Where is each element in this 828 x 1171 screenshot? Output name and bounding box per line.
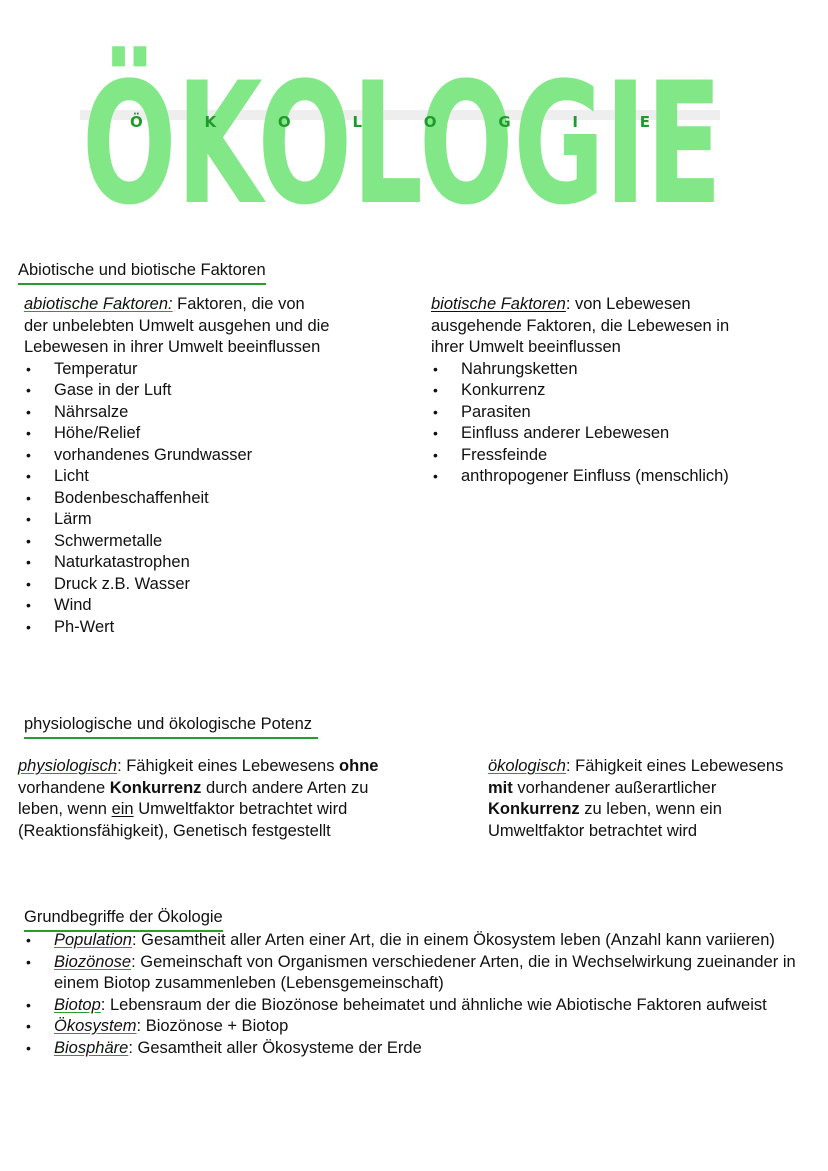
- list-item: • Nahrungsketten: [431, 359, 821, 381]
- bold-run: mit: [488, 778, 513, 797]
- list-item: • Gase in der Luft: [24, 380, 414, 402]
- ecological-line: [488, 799, 823, 821]
- list-item: • Druck z.B. Wasser: [24, 574, 414, 596]
- title-letter: O: [423, 113, 437, 131]
- underlined-run: ein: [111, 800, 134, 818]
- title-letter: I: [572, 113, 578, 131]
- abiotic-list: [24, 359, 414, 639]
- text-run: leben, wenn: [18, 800, 112, 818]
- biotic-line: ausgehende Faktoren, die Lebewesen in: [431, 316, 730, 335]
- text-run: : Fähigkeit eines Lebewesens: [565, 757, 784, 775]
- text-run: zu leben, wenn ein: [579, 800, 722, 818]
- physiological-line: [18, 756, 458, 778]
- list-item: • Einfluss anderer Lebewesen: [431, 423, 821, 445]
- abiotic-term: abiotische Faktoren:: [24, 295, 173, 313]
- abiotic-line: der unbelebten Umwelt ausgehen und die: [24, 316, 330, 335]
- biotic-definition: [431, 294, 821, 316]
- ecological-line: Umweltfaktor betrachtet wird: [488, 821, 698, 840]
- bold-run: Konkurrenz: [109, 778, 202, 797]
- heading-grundbegriffe: Grundbegriffe der Ökologie: [24, 907, 223, 932]
- list-item: • Ph-Wert: [24, 617, 414, 639]
- abiotic-line: Lebewesen in ihrer Umwelt beeinflussen: [24, 338, 321, 356]
- title-letter: Ö: [130, 113, 143, 131]
- list-item: • Licht: [24, 466, 414, 488]
- definition-text: : Gemeinschaft von Organismen verschiedener Arten, die in Wechselwirkung zueinander in einem Biotop zusammenleben (Lebensgemeinschaft): [54, 952, 796, 992]
- ecological-column: [488, 756, 823, 842]
- list-item: • anthropogener Einfluss (menschlich): [431, 466, 821, 488]
- definition-text: : Gesamtheit aller Ökosysteme der Erde: [128, 1038, 422, 1057]
- definition-text: : Gesamtheit aller Arten einer Art, die in einem Ökosystem leben (Anzahl kann variieren): [131, 931, 775, 949]
- list-item: • vorhandenes Grundwasser: [24, 445, 414, 467]
- list-item: • Lärm: [24, 509, 414, 531]
- list-item: • Nährsalze: [24, 402, 414, 424]
- list-item: • Fressfeinde: [431, 445, 821, 467]
- physiological-line: [18, 799, 458, 821]
- ecological-term: ökologisch: [488, 757, 566, 775]
- physiological-term: physiologisch: [18, 757, 118, 775]
- title-small-letters: [130, 112, 650, 134]
- text-run: : Fähigkeit eines Lebewesens: [117, 757, 340, 775]
- ecological-line: [488, 778, 823, 800]
- title-letter: L: [352, 113, 363, 131]
- biotic-line: : von Lebewesen: [565, 295, 691, 313]
- biotic-line: ihrer Umwelt beeinflussen: [431, 338, 621, 356]
- term-biosphaere: Biosphäre: [54, 1038, 129, 1057]
- term-oekosystem: Ökosystem: [54, 1017, 137, 1035]
- list-item: • Schwermetalle: [24, 531, 414, 553]
- bold-run: Konkurrenz: [488, 800, 580, 818]
- list-item: [24, 995, 804, 1017]
- list-item: • Höhe/Relief: [24, 423, 414, 445]
- definition-text: : Lebensraum der die Biozönose beheimatet und ähnliche wie Abiotische Faktoren aufweist: [100, 995, 767, 1014]
- title-letter: O: [277, 113, 291, 131]
- abiotic-line: Faktoren, die von: [172, 295, 305, 313]
- bold-run: ohne: [339, 757, 379, 775]
- text-run: vorhandener außerartlicher: [512, 778, 717, 797]
- list-item: [24, 952, 804, 995]
- abiotic-definition: [24, 294, 414, 316]
- heading-potenz: physiologische und ökologische Potenz: [24, 714, 318, 739]
- title-graphic: [60, 36, 760, 216]
- title-big-text: ÖKOLOGIE: [82, 46, 722, 216]
- physiological-line: (Reaktionsfähigkeit), Genetisch festgestellt: [18, 821, 331, 840]
- ecological-line: [488, 756, 823, 778]
- abiotic-column: [24, 294, 414, 638]
- text-run: durch andere Arten zu: [201, 778, 369, 797]
- list-item: • Temperatur: [24, 359, 414, 381]
- title-letter: K: [204, 113, 217, 131]
- definition-text: : Biozönose + Biotop: [136, 1017, 289, 1035]
- physiological-line: [18, 778, 458, 800]
- title-letter: G: [498, 113, 511, 131]
- grundbegriffe-list: [24, 930, 804, 1059]
- list-item: • Bodenbeschaffenheit: [24, 488, 414, 510]
- text-run: Umweltfaktor betrachtet wird: [133, 800, 348, 818]
- physiological-column: [18, 756, 458, 842]
- list-item: • Konkurrenz: [431, 380, 821, 402]
- title-letter: E: [639, 113, 650, 131]
- biotic-list: [431, 359, 821, 488]
- list-item: • Wind: [24, 595, 414, 617]
- term-population: Population: [54, 931, 132, 949]
- list-item: [24, 1038, 804, 1060]
- list-item: [24, 930, 804, 952]
- heading-factors: Abiotische und biotische Faktoren: [18, 260, 266, 285]
- list-item: • Naturkatastrophen: [24, 552, 414, 574]
- term-biozoenose: Biozönose: [54, 952, 132, 971]
- biotic-column: [431, 294, 821, 488]
- list-item: [24, 1016, 804, 1038]
- list-item: • Parasiten: [431, 402, 821, 424]
- biotic-term: biotische Faktoren: [431, 295, 566, 313]
- text-run: vorhandene: [18, 778, 110, 797]
- term-biotop: Biotop: [54, 995, 101, 1014]
